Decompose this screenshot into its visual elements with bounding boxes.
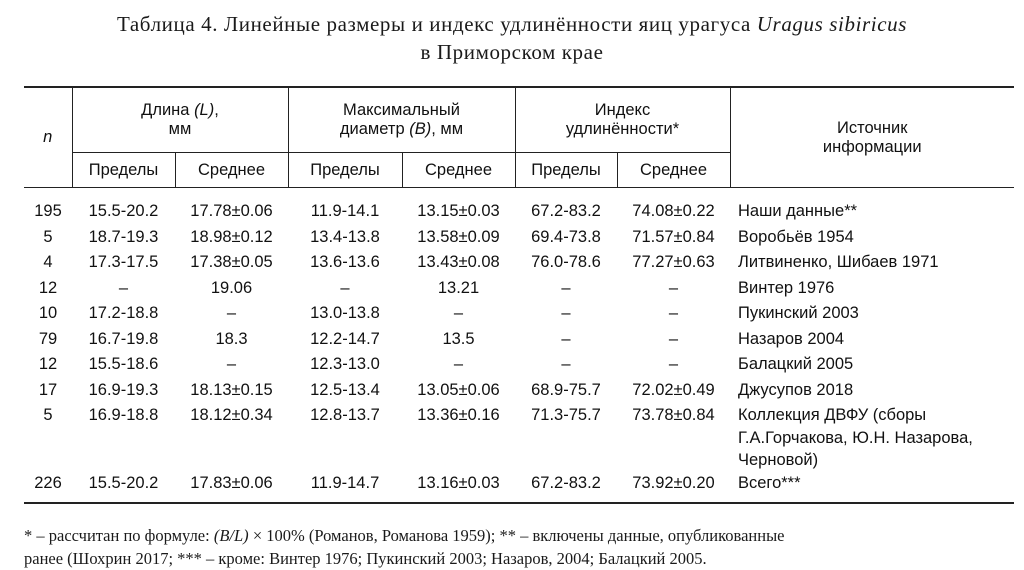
cell-n: 195 (34, 202, 62, 220)
header-length: Длина (L), мм (72, 87, 288, 153)
cell-n: 10 (38, 304, 58, 322)
cell-index-mean: – (668, 329, 679, 348)
cell-index-mean: 73.78±0.84 (632, 406, 715, 424)
cell-diameter-mean: – (453, 304, 464, 322)
cell-index-mean: 71.57±0.84 (632, 227, 715, 246)
cell-index-range: 68.9-75.7 (531, 380, 601, 399)
table-caption (0, 10, 1024, 66)
cell-length-mean: 17.38±0.05 (190, 253, 273, 271)
table-row (24, 251, 1014, 277)
cell-length-mean: 18.13±0.15 (190, 380, 273, 399)
source-line: Г.А.Горчакова, Ю.Н. Назарова, (738, 428, 973, 447)
source-line: Джусупов 2018 (738, 380, 854, 399)
cell-index-range: 71.3-75.7 (531, 406, 601, 424)
cell-diameter-mean: 13.05±0.06 (417, 380, 500, 399)
cell-index-mean: – (668, 355, 679, 373)
header-diameter-range: Пределы (288, 153, 402, 188)
cell-length-mean: 17.83±0.06 (175, 472, 288, 503)
cell-index-mean: – (668, 304, 679, 322)
cell-index-mean: 73.92±0.20 (617, 472, 730, 503)
cell-source (730, 302, 1014, 328)
cell-diameter-range: 13.4-13.8 (310, 227, 380, 246)
source-line: Балацкий 2005 (738, 355, 854, 373)
source-line: Винтер 1976 (738, 278, 835, 297)
cell-source (730, 251, 1014, 277)
source-line: Назаров 2004 (738, 329, 845, 348)
cell-diameter-mean: 13.21 (437, 278, 480, 297)
cell-length-range: 16.7-19.8 (88, 329, 159, 348)
header-n: n (24, 87, 72, 188)
cell-source (730, 328, 1014, 354)
header-index-range: Пределы (515, 153, 617, 188)
cell-n: 12 (38, 355, 58, 373)
cell-source (730, 353, 1014, 379)
cell-length-mean: – (226, 304, 237, 322)
table-row (24, 226, 1014, 252)
cell-index-range: 67.2-83.2 (515, 472, 617, 503)
cell-source (730, 404, 1014, 472)
cell-length-range: 17.2-18.8 (88, 304, 159, 322)
cell-length-mean: 18.98±0.12 (190, 227, 273, 246)
table-row (24, 328, 1014, 354)
cell-diameter-range: 12.5-13.4 (310, 380, 380, 399)
cell-diameter-mean: 13.16±0.03 (402, 472, 515, 503)
cell-length-range: – (118, 278, 129, 297)
table-row (24, 379, 1014, 405)
cell-length-mean: 18.12±0.34 (190, 406, 273, 424)
table-row (24, 277, 1014, 303)
cell-n: 17 (38, 380, 58, 399)
cell-index-range: – (561, 278, 571, 297)
header-diameter: Максимальный диаметр (B), мм (288, 87, 515, 153)
header-index: Индекс удлинённости* (515, 87, 730, 153)
cell-length-range: 16.9-18.8 (88, 406, 159, 424)
header-diameter-mean: Среднее (402, 153, 515, 188)
cell-length-range: 15.5-20.2 (72, 472, 175, 503)
cell-index-range: – (561, 304, 571, 322)
cell-diameter-range: 11.9-14.7 (288, 472, 402, 503)
cell-n: 5 (43, 406, 53, 424)
cell-diameter-range: 13.6-13.6 (310, 253, 380, 271)
cell-length-mean: 17.78±0.06 (190, 202, 273, 220)
source-line: Литвиненко, Шибаев 1971 (738, 253, 939, 271)
caption-species: Uragus sibiricus (756, 12, 907, 36)
header-source: Источник информации (730, 87, 1014, 188)
cell-index-range: – (561, 355, 571, 373)
cell-source (730, 472, 1014, 503)
cell-length-range: 18.7-19.3 (88, 227, 159, 246)
cell-index-mean: 72.02±0.49 (632, 380, 715, 399)
source-line: Воробьёв 1954 (738, 227, 854, 246)
cell-length-mean: – (226, 355, 237, 373)
cell-source (730, 379, 1014, 405)
caption-title: Таблица 4. Линейные размеры и индекс удлинённости яиц урагуса (116, 12, 757, 36)
cell-n: 226 (24, 472, 72, 503)
egg-size-table (24, 86, 1014, 504)
cell-length-range: 15.5-20.2 (88, 202, 159, 220)
header-row-1 (24, 87, 1014, 153)
footnote-line-1: * – рассчитан по формуле: (B/L) × 100% (Романов, Романова 1959); ** – включены данные, опубликованные (24, 526, 785, 545)
cell-diameter-range: 11.9-14.1 (310, 202, 380, 220)
cell-diameter-range: 13.0-13.8 (310, 304, 380, 322)
cell-diameter-mean: 13.5 (442, 329, 475, 348)
cell-length-range: 16.9-19.3 (88, 380, 159, 399)
cell-n: 5 (43, 227, 53, 246)
cell-diameter-mean: 13.43±0.08 (417, 253, 500, 271)
footnote-formula: (B/L) (213, 526, 249, 545)
table-body (24, 188, 1014, 503)
table-row (24, 472, 1014, 503)
cell-diameter-mean: 13.15±0.03 (417, 202, 500, 220)
cell-length-range: 17.3-17.5 (88, 253, 159, 271)
cell-index-mean: 77.27±0.63 (632, 253, 715, 271)
cell-source (730, 277, 1014, 303)
cell-n: 12 (38, 278, 58, 297)
source-line: Всего*** (738, 473, 801, 492)
cell-diameter-mean: – (453, 355, 464, 373)
source-line: Коллекция ДВФУ (сборы (738, 406, 927, 424)
cell-source (730, 226, 1014, 252)
cell-length-range: 15.5-18.6 (88, 355, 159, 373)
header-length-mean: Среднее (175, 153, 288, 188)
source-line: Черновой) (738, 451, 819, 469)
cell-index-range: 67.2-83.2 (531, 202, 601, 220)
source-line: Пукинский 2003 (738, 304, 859, 322)
header-length-range: Пределы (72, 153, 175, 188)
cell-diameter-range: 12.8-13.7 (310, 406, 380, 424)
cell-diameter-range: 12.3-13.0 (310, 355, 380, 373)
cell-index-range: – (561, 329, 571, 348)
cell-n: 79 (38, 329, 58, 348)
footnote-line-2: ранее (Шохрин 2017; *** – кроме: Винтер 1976; Пукинский 2003; Назаров, 2004; Балацкий 2005. (24, 549, 707, 568)
cell-diameter-range: 12.2-14.7 (310, 329, 380, 348)
source-line: Наши данные** (738, 202, 858, 220)
table-row (24, 353, 1014, 379)
cell-length-mean: 18.3 (215, 329, 248, 348)
cell-index-mean: – (668, 278, 679, 297)
footnote (24, 524, 1014, 570)
table-row (24, 302, 1014, 328)
cell-index-mean: 74.08±0.22 (632, 202, 715, 220)
table-row (24, 404, 1014, 472)
cell-index-range: 69.4-73.8 (531, 227, 601, 246)
cell-diameter-range: – (340, 278, 350, 297)
cell-length-mean: 19.06 (210, 278, 253, 297)
cell-index-range: 76.0-78.6 (531, 253, 601, 271)
cell-diameter-mean: 13.58±0.09 (417, 227, 500, 246)
cell-diameter-mean: 13.36±0.16 (417, 406, 500, 424)
header-index-mean: Среднее (617, 153, 730, 188)
cell-source (730, 200, 1014, 226)
caption-line-1 (0, 10, 1024, 38)
caption-line-2: в Приморском крае (420, 40, 604, 64)
cell-n: 4 (43, 253, 53, 271)
table-row (24, 200, 1014, 226)
